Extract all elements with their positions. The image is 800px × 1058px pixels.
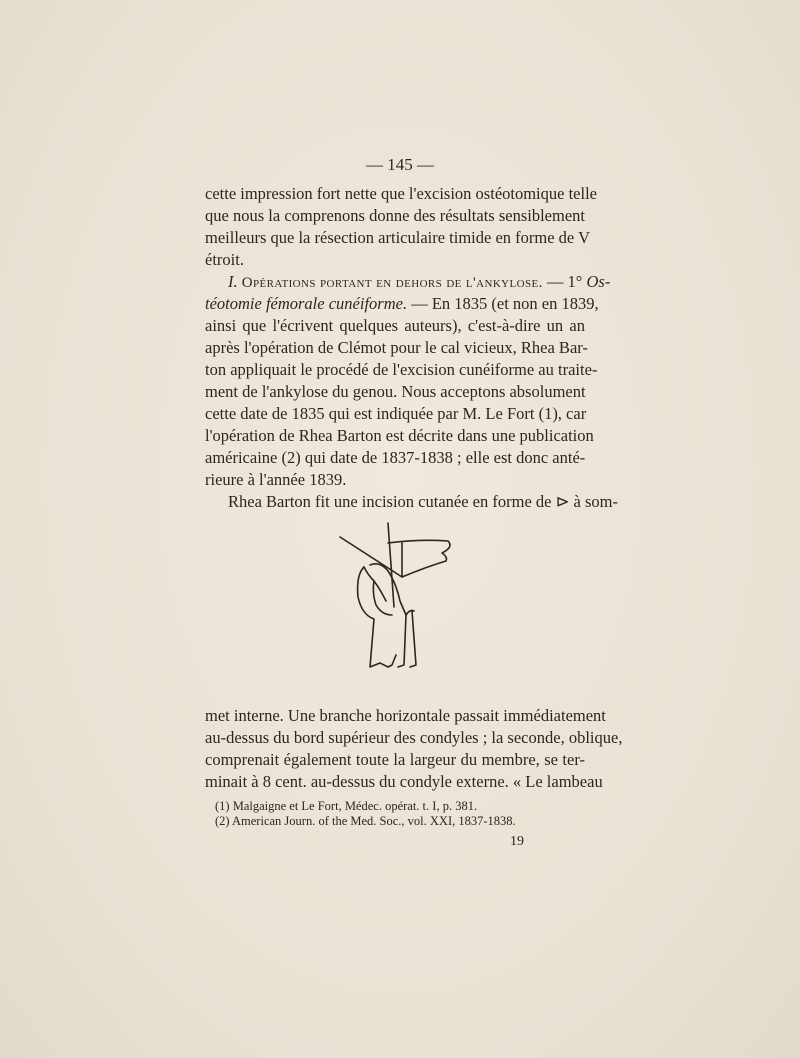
text-line: que nous la comprenons donne des résultats sensiblement (205, 206, 585, 225)
section-lead: — 1° (546, 272, 583, 291)
section-title-b: téotomie fémorale cunéiforme. (205, 294, 408, 313)
text-line: meilleurs que la résection articulaire timide en forme de V (205, 228, 591, 247)
section-line2-rest: — En 1835 (et non en 1839, (411, 294, 599, 313)
text-line: met interne. Une branche horizontale passait immédiatement (205, 706, 606, 725)
text-line: cette date de 1835 qui est indiquée par M. Le Fort (1), car (205, 404, 587, 423)
footnote-2: (2) American Journ. of the Med. Soc., vol. XXI, 1837-1838. (215, 814, 516, 828)
text-line: ment de l'ankylose du genou. Nous acceptons absolument (205, 382, 586, 401)
text-line: comprenait également toute la largeur du membre, se ter- (205, 750, 585, 769)
text-line: étroit. (205, 250, 244, 269)
knee-diagram (330, 515, 470, 675)
footnote-1: (1) Malgaigne et Le Fort, Médec. opérat. t. I, p. 381. (215, 799, 478, 813)
section-title-a: Os- (586, 272, 611, 291)
page-number: — 145 — (366, 155, 434, 174)
section-heading-line (228, 271, 611, 294)
text-line: ainsi que l'écrivent quelques auteurs), c'est-à-dire un an (205, 316, 585, 335)
text-line: Rhea Barton fit une incision cutanée en forme de ⊳ à som- (228, 492, 618, 511)
text-line: américaine (2) qui date de 1837-1838 ; elle est donc anté- (205, 448, 586, 467)
text-line: ton appliquait le procédé de l'excision cunéiforme au traite- (205, 360, 598, 379)
text-line: cette impression fort nette que l'excision ostéotomique telle (205, 184, 597, 203)
text-line: après l'opération de Clémot pour le cal vicieux, Rhea Bar- (205, 338, 588, 357)
section-number: I. (228, 272, 238, 291)
text-line: minait à 8 cent. au-dessus du condyle externe. « Le lambeau (205, 772, 603, 791)
section-title-line (205, 293, 599, 315)
signature-mark: 19 (510, 834, 524, 849)
text-line: l'opération de Rhea Barton est décrite dans une publication (205, 426, 594, 445)
text-line: au-dessus du bord supérieur des condyles ; la seconde, oblique, (205, 728, 623, 747)
section-heading: Opérations portant en dehors de l'ankylose. (241, 275, 543, 291)
incision-figure (330, 515, 470, 675)
text-line: rieure à l'année 1839. (205, 470, 347, 489)
